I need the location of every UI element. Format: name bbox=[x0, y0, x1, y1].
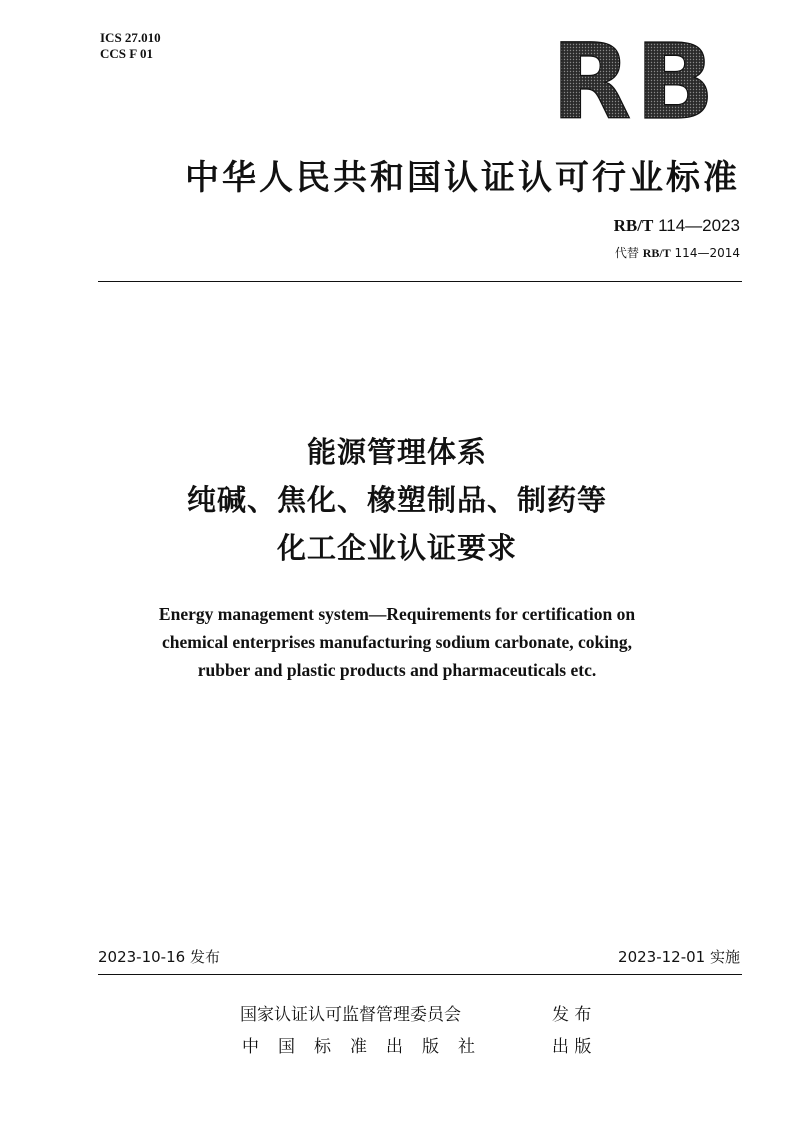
chinese-title bbox=[0, 428, 794, 572]
classification-codes bbox=[100, 30, 161, 62]
chinese-title-line-3: 化工企业认证要求 bbox=[276, 531, 517, 565]
standard-number bbox=[614, 216, 740, 236]
rb-logo bbox=[530, 40, 740, 122]
replaces-code: RB/T bbox=[642, 246, 671, 260]
press-name: 中国标准出版社 bbox=[242, 1037, 494, 1057]
press-action: 出 版 bbox=[552, 1037, 592, 1057]
standard-number-value: 114—2023 bbox=[658, 216, 740, 235]
org-title: 中华人民共和国认证认可行业标准 bbox=[185, 158, 740, 198]
english-title bbox=[0, 600, 794, 684]
top-divider bbox=[98, 281, 742, 282]
english-title-line-3: rubber and plastic products and pharmaceuticals etc. bbox=[197, 660, 597, 680]
replaces-standard bbox=[615, 244, 740, 261]
standard-number-prefix: RB/T bbox=[613, 216, 654, 235]
ccs-code: CCS F 01 bbox=[100, 46, 153, 61]
issuer-name: 国家认证认可监督管理委员会 bbox=[240, 1005, 461, 1025]
implementation-date: 2023-12-01 实施 bbox=[618, 948, 740, 966]
issuer-action: 发 布 bbox=[552, 1005, 592, 1025]
ics-code: ICS 27.010 bbox=[100, 30, 161, 45]
rb-logo-mark bbox=[530, 40, 740, 122]
replaces-label: 代替 bbox=[614, 246, 639, 260]
chinese-title-line-2: 纯碱、焦化、橡塑制品、制药等 bbox=[186, 483, 607, 517]
release-date: 2023-10-16 发布 bbox=[98, 948, 220, 966]
rb-logo-text: RB bbox=[551, 40, 719, 122]
replaces-number: 114—2014 bbox=[674, 246, 740, 260]
bottom-divider bbox=[98, 974, 742, 975]
english-title-line-2: chemical enterprises manufacturing sodium carbonate, coking, bbox=[161, 632, 633, 652]
english-title-line-1: Energy management system—Requirements for certification on bbox=[158, 604, 636, 624]
chinese-title-line-1: 能源管理体系 bbox=[306, 435, 487, 469]
